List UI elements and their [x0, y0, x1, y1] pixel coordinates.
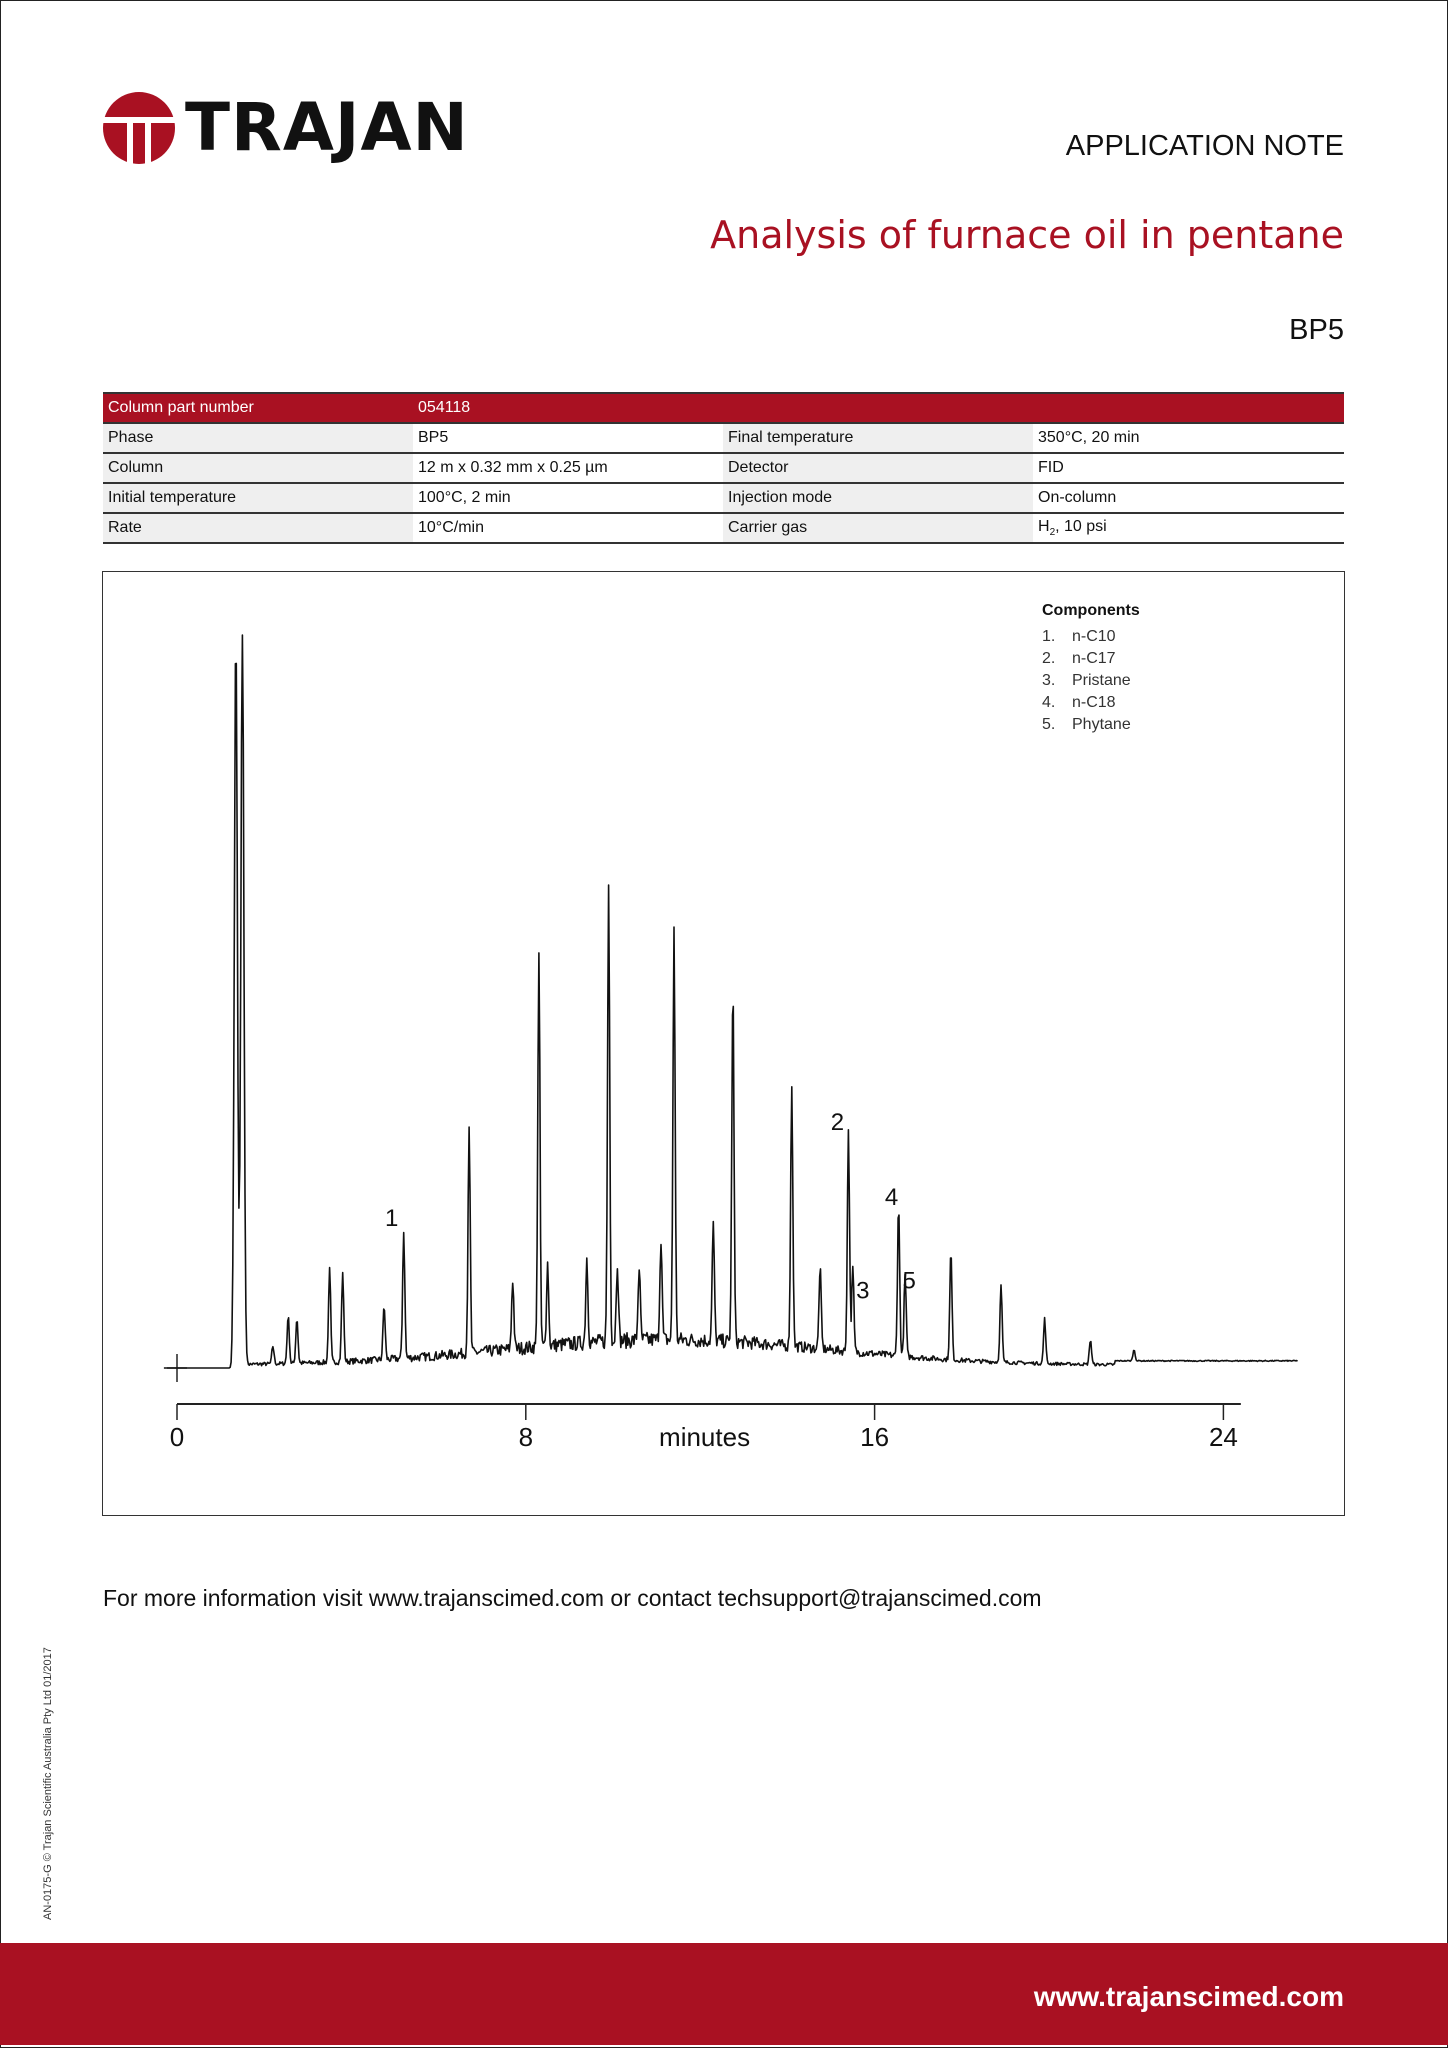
table-row	[103, 513, 1344, 543]
legend-item-name: n-C10	[1072, 628, 1116, 645]
legend-item-name: Phytane	[1072, 716, 1131, 733]
spec-table	[103, 392, 1344, 544]
legend-item-number: 1.	[1042, 628, 1056, 645]
spec-value: BP5	[413, 423, 723, 453]
spec-value: 350°C, 20 min	[1033, 423, 1344, 453]
peak-label: 3	[856, 1277, 870, 1305]
peak-label: 2	[830, 1108, 845, 1136]
spec-value: 100°C, 2 min	[413, 483, 723, 513]
legend-item-name: n-C18	[1072, 694, 1116, 711]
legend-item	[1042, 692, 1140, 714]
spec-header-value: 054118	[413, 393, 723, 423]
spec-label: Column	[103, 453, 413, 483]
spec-label: Injection mode	[723, 483, 1033, 513]
page-title: Analysis of furnace oil in pentane	[710, 213, 1344, 257]
legend-item	[1042, 626, 1140, 648]
peak-label: 1	[385, 1204, 399, 1232]
peak-label: 5	[902, 1267, 916, 1295]
trajan-logo	[103, 89, 469, 166]
website-link[interactable]: www.trajanscimed.com	[1033, 1981, 1344, 2012]
table-row	[103, 423, 1344, 453]
table-row	[103, 453, 1344, 483]
spec-label: Carrier gas	[723, 513, 1033, 543]
peak-labels	[385, 1109, 916, 1305]
x-axis	[167, 1354, 1241, 1452]
spec-header-label: Column part number	[103, 393, 413, 423]
doc-type: APPLICATION NOTE	[1065, 130, 1344, 162]
table-row	[103, 483, 1344, 513]
x-tick-label: 0	[169, 1422, 185, 1452]
spec-label: Initial temperature	[103, 483, 413, 513]
contact-info: For more information visit www.trajanscimed.com or contact techsupport@trajanscimed.com	[103, 1585, 1042, 1611]
spec-value: 12 m x 0.32 mm x 0.25 µm	[413, 453, 723, 483]
brand-name: TRAJAN	[185, 89, 469, 166]
legend-item-number: 4.	[1042, 694, 1056, 711]
legend-item	[1042, 648, 1140, 670]
legend-item-name: n-C17	[1072, 650, 1116, 667]
spec-label: Detector	[723, 453, 1033, 483]
chromatogram-line	[164, 635, 1298, 1368]
legend-item	[1042, 714, 1140, 736]
spec-label: Phase	[103, 423, 413, 453]
spec-value: On-column	[1033, 483, 1344, 513]
legend-item-number: 2.	[1042, 650, 1056, 667]
chromatogram-chart	[103, 572, 1344, 1515]
legend-item-name: Pristane	[1072, 672, 1131, 689]
x-tick-label: 24	[1208, 1422, 1238, 1452]
x-tick-label: 8	[518, 1422, 534, 1452]
legend-title: Components	[1042, 602, 1140, 619]
chromatogram-trace	[164, 635, 1298, 1368]
legend-item-number: 3.	[1042, 672, 1056, 689]
document-code: AN-0175-G © Trajan Scientific Australia Pty Ltd 01/2017	[42, 1647, 54, 1920]
chart-legend	[1042, 602, 1140, 736]
spec-label: Final temperature	[723, 423, 1033, 453]
legend-item	[1042, 670, 1140, 692]
x-tick-label: 16	[860, 1422, 890, 1452]
peak-label: 4	[884, 1184, 899, 1212]
spec-value: FID	[1033, 453, 1344, 483]
x-axis-label: minutes	[659, 1422, 751, 1452]
phase-tag: BP5	[1289, 314, 1344, 346]
spec-label: Rate	[103, 513, 413, 543]
spec-header-row	[103, 393, 1344, 423]
footer-band	[0, 1943, 1448, 2045]
spec-value: 10°C/min	[413, 513, 723, 543]
spec-value-carrier-gas: $H_2$, 10 psi	[1033, 513, 1344, 543]
trajan-logo-icon	[103, 92, 175, 164]
legend-item-number: 5.	[1042, 716, 1056, 733]
chromatogram-panel	[102, 571, 1345, 1516]
